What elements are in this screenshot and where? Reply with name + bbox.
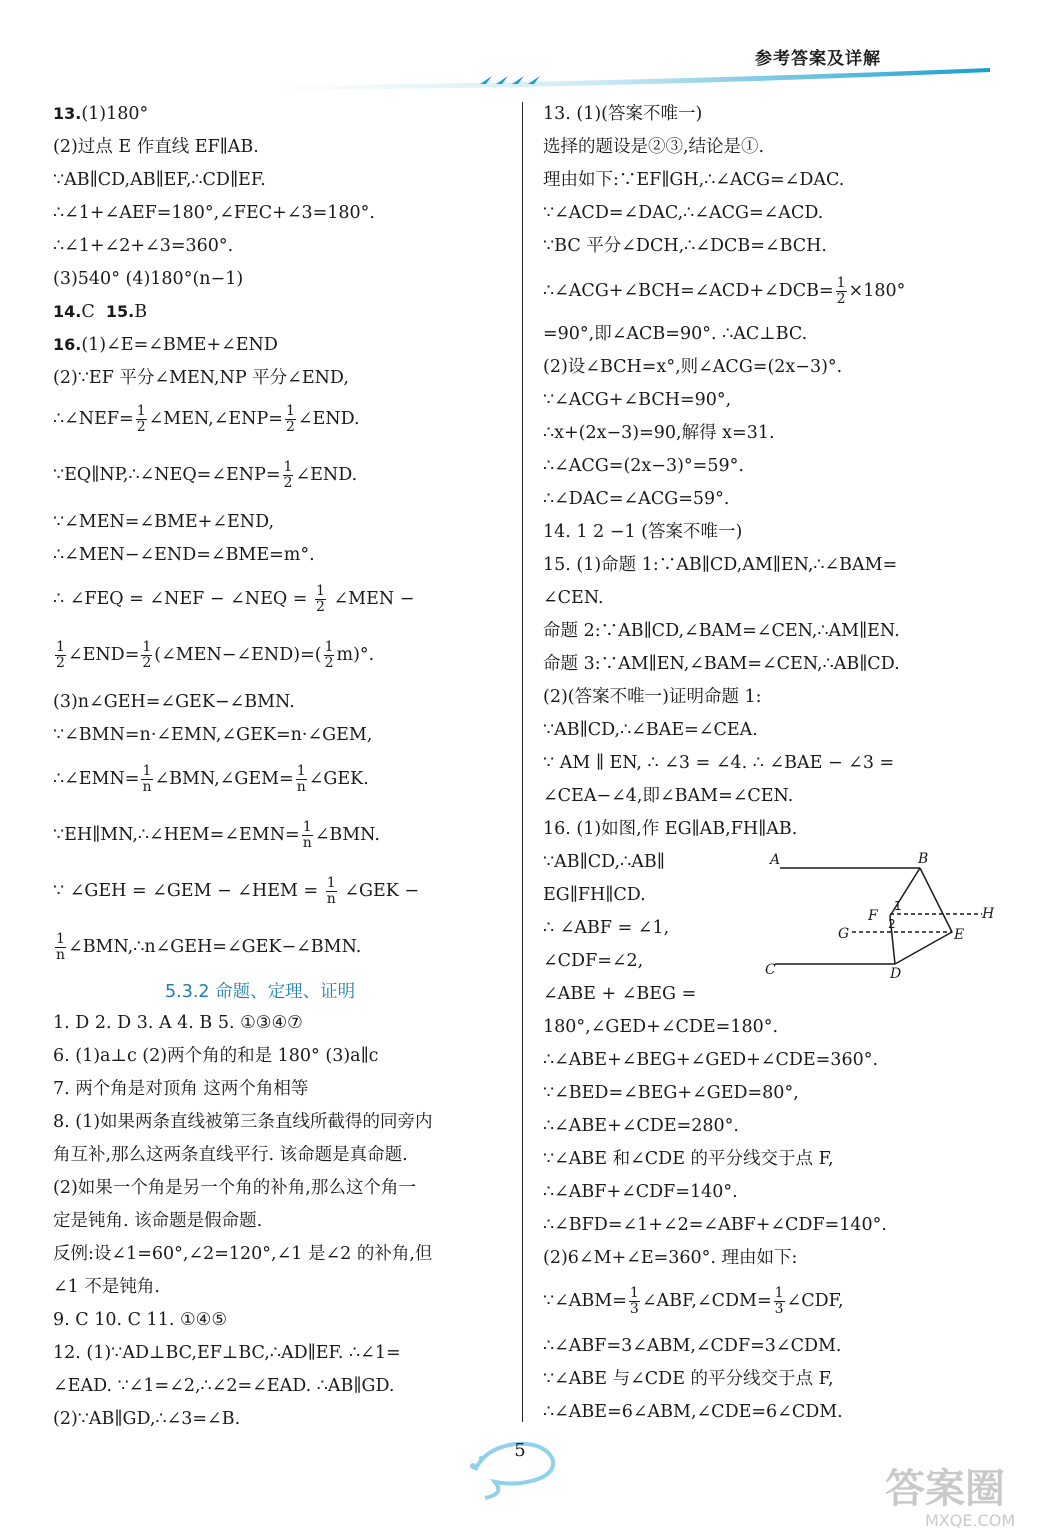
text-line: 7. 两个角是对顶角 这两个角相等 <box>53 1079 309 1099</box>
text-line: ∴∠ABE=6∠ABM,∠CDE=6∠CDM. <box>543 1402 843 1422</box>
text-line: 命题 3:∵AM∥EN,∠BAM=∠CEN,∴AB∥CD. <box>543 654 900 674</box>
text-line: ∵∠ACD=∠DAC,∴∠ACG=∠ACD. <box>543 203 824 223</box>
text-line: 12. (1)∵AD⊥BC,EF⊥BC,∴AD∥EF. ∴∠1= <box>53 1343 401 1363</box>
text-line: ∴∠ACG+∠BCH=∠ACD+∠DCB= $\frac{1}{2}$ ×180° <box>543 275 906 307</box>
text-line: ∴ ∠ABF = ∠1, <box>543 918 670 938</box>
text-line: ∵AB∥CD,∴AB∥ <box>543 852 665 872</box>
fraction: $\frac{1}{n}$ <box>56 931 66 963</box>
text-line: ∴∠ABF+∠CDF=140°. <box>543 1182 738 1202</box>
text-line: ∴∠1+∠AEF=180°,∠FEC+∠3=180°. <box>53 203 375 223</box>
angle-2-label: 2 <box>888 917 896 931</box>
text-line: (3)n∠GEH=∠GEK−∠BMN. <box>53 692 295 712</box>
text-line: ∴∠ABF=3∠ABM,∠CDF=3∠CDM. <box>543 1336 842 1356</box>
header-title: 参考答案及详解 <box>755 49 881 69</box>
text-line: (2)设∠BCH=x°,则∠ACG=(2x−3)°. <box>543 357 843 377</box>
text-line: ∴ ∠FEQ = ∠NEF − ∠NEQ = $\frac{1}{2}$ ∠MEN − <box>53 583 415 615</box>
text-line: (2)6∠M+∠E=360°. 理由如下: <box>543 1248 798 1268</box>
text-line: 180°,∠GED+∠CDE=180°. <box>543 1017 779 1037</box>
text-line: 13.(1)180° <box>53 104 149 124</box>
text-line: ∴∠ABE+∠CDE=280°. <box>543 1116 739 1136</box>
geometry-figure <box>760 850 1000 980</box>
label-g: G <box>838 926 850 942</box>
text-line: ∴∠ACG=(2x−3)°=59°. <box>543 456 744 476</box>
text-line: =90°,即∠ACB=90°. ∴AC⊥BC. <box>543 324 808 344</box>
text-line: ∠1 不是钝角. <box>53 1277 160 1297</box>
angle-1-label: 1 <box>894 899 902 913</box>
text-line: ∵AB∥CD,∴∠BAE=∠CEA. <box>543 720 758 740</box>
column-divider <box>522 102 523 1422</box>
fraction: $\frac{1}{2}$ <box>836 275 846 307</box>
label-d: D <box>890 966 902 980</box>
text-line: 理由如下:∵EF∥GH,∴∠ACG=∠DAC. <box>543 170 845 190</box>
line-be-ed <box>895 868 952 964</box>
text-line: $\frac{1}{n}$ ∠BMN,∴n∠GEH=∠GEK−∠BMN. <box>56 931 362 963</box>
text-line: 8. (1)如果两条直线被第三条直线所截得的同旁内 <box>53 1112 433 1132</box>
text-line: (2)∵EF 平分∠MEN,NP 平分∠END, <box>53 368 349 388</box>
line-bf-fd <box>890 868 920 964</box>
label-a: A <box>770 852 781 868</box>
section-heading: 5.3.2 命题、定理、证明 <box>165 982 356 1002</box>
text-line: 定是钝角. 该命题是假命题. <box>53 1211 263 1231</box>
text-line: ∴∠BFD=∠1+∠2=∠ABF+∠CDF=140°. <box>543 1215 887 1235</box>
text-line: ∵ ∠GEH = ∠GEM − ∠HEM = $\frac{1}{n}$ ∠GEK − <box>53 875 420 907</box>
text-line: ∴∠NEF= $\frac{1}{2}$ ∠MEN,∠ENP= $\frac{1}{2}$ ∠END. <box>53 403 360 435</box>
text-line: ∴∠MEN−∠END=∠BME=m°. <box>53 545 315 565</box>
fraction: $\frac{1}{2}$ <box>316 583 325 615</box>
text-line: ∵EQ∥NP,∴∠NEQ=∠ENP= $\frac{1}{2}$ ∠END. <box>53 459 358 491</box>
text-line: ∴∠EMN= $\frac{1}{n}$ ∠BMN,∠GEM= $\frac{1}{n}$ ∠GEK. <box>53 763 369 795</box>
fraction: $\frac{1}{2}$ <box>136 403 146 435</box>
watermark-logo-text: 答案圈 <box>885 1466 1005 1512</box>
text-line: ∠ABE + ∠BEG = <box>543 984 697 1004</box>
text-line: 13. (1)(答案不唯一) <box>543 104 703 124</box>
watermark <box>875 1460 1045 1530</box>
text-line: (2)(答案不唯一)证明命题 1: <box>543 687 762 707</box>
fraction: $\frac{1}{2}$ <box>285 403 295 435</box>
fraction: $\frac{1}{2}$ <box>324 639 334 671</box>
text-line: 15. (1)命题 1:∵AB∥CD,AM∥EN,∴∠BAM= <box>543 555 898 575</box>
fraction: $\frac{1}{n}$ <box>296 763 306 795</box>
text-line: 选择的题设是②③,结论是①. <box>543 137 765 157</box>
text-line: ∵∠BED=∠BEG+∠GED=80°, <box>543 1083 799 1103</box>
fraction: $\frac{1}{n}$ <box>302 819 312 851</box>
fraction: $\frac{1}{n}$ <box>142 763 152 795</box>
text-line: ∠CDF=∠2, <box>543 951 644 971</box>
label-f: F <box>868 908 878 924</box>
text-line: ∵∠ABM= $\frac{1}{3}$ ∠ABF,∠CDM= $\frac{1}{3}$ ∠CDF, <box>543 1285 844 1317</box>
fraction: $\frac{1}{n}$ <box>326 875 336 907</box>
label-h: H <box>982 906 995 922</box>
header-decoration <box>270 62 990 96</box>
text-line: 角互补,那么这两条直线平行. 该命题是真命题. <box>53 1145 408 1165</box>
fraction: $\frac{1}{3}$ <box>774 1285 784 1317</box>
text-line: (2)如果一个角是另一个角的补角,那么这个角一 <box>53 1178 416 1198</box>
text-line: (2)过点 E 作直线 EF∥AB. <box>53 137 259 157</box>
watermark-url: MXQE.COM <box>925 1511 1016 1530</box>
text-line: ∠CEN. <box>543 588 604 608</box>
text-line: (2)∵AB∥GD,∴∠3=∠B. <box>53 1409 241 1429</box>
text-line: ∠EAD. ∵∠1=∠2,∴∠2=∠EAD. ∴AB∥GD. <box>53 1376 395 1396</box>
text-line: 16.(1)∠E=∠BME+∠END <box>53 335 278 355</box>
fraction: $\frac{1}{3}$ <box>629 1285 639 1317</box>
text-line: ∵∠ABE 和∠CDE 的平分线交于点 F, <box>543 1149 834 1169</box>
text-line: 反例:设∠1=60°,∠2=120°,∠1 是∠2 的补角,但 <box>53 1244 433 1264</box>
text-line: ∴∠ABE+∠BEG+∠GED+∠CDE=360°. <box>543 1050 879 1070</box>
label-e: E <box>954 927 965 943</box>
label-b: B <box>918 851 929 867</box>
text-line: ∵∠ACG+∠BCH=90°, <box>543 390 732 410</box>
text-line: 命题 2:∵AB∥CD,∠BAM=∠CEN,∴AM∥EN. <box>543 621 900 641</box>
text-line: ∠CEA−∠4,即∠BAM=∠CEN. <box>543 786 794 806</box>
fraction: $\frac{1}{2}$ <box>142 639 152 671</box>
text-line: 14. 1 2 −1 (答案不唯一) <box>543 522 743 542</box>
text-line: 16. (1)如图,作 EG∥AB,FH∥AB. <box>543 819 798 839</box>
text-line: ∵BC 平分∠DCH,∴∠DCB=∠BCH. <box>543 236 827 256</box>
page-number: 5 <box>514 1440 526 1461</box>
fraction: $\frac{1}{2}$ <box>56 639 65 671</box>
text-line: ∵EH∥MN,∴∠HEM=∠EMN= $\frac{1}{n}$ ∠BMN. <box>53 819 380 851</box>
text-line: ∵AB∥CD,AB∥EF,∴CD∥EF. <box>53 170 266 190</box>
text-line: 1. D 2. D 3. A 4. B 5. ①③④⑦ <box>53 1013 303 1033</box>
text-line: $\frac{1}{2}$ ∠END= $\frac{1}{2}$ (∠MEN−∠END)=( $\frac{1}{2}$ m)°. <box>56 639 375 671</box>
text-line: ∴∠1+∠2+∠3=360°. <box>53 236 234 256</box>
text-line: 14.C 15.B <box>53 302 148 322</box>
text-line: ∵∠MEN=∠BME+∠END, <box>53 512 275 532</box>
text-line: (3)540° (4)180°(n−1) <box>53 269 244 289</box>
text-line: ∴∠DAC=∠ACG=59°. <box>543 489 730 509</box>
fraction: $\frac{1}{2}$ <box>283 459 293 491</box>
text-line: EG∥FH∥CD. <box>543 885 646 905</box>
text-line: ∵∠ABE 与∠CDE 的平分线交于点 F, <box>543 1369 834 1389</box>
page-number-badge <box>455 1430 575 1500</box>
text-line: ∵ AM ∥ EN, ∴ ∠3 = ∠4. ∴ ∠BAE − ∠3 = <box>543 753 895 773</box>
text-line: ∵∠BMN=n·∠EMN,∠GEK=n·∠GEM, <box>53 725 373 745</box>
text-line: ∴x+(2x−3)=90,解得 x=31. <box>543 423 775 443</box>
text-line: 6. (1)a⊥c (2)两个角的和是 180° (3)a∥c <box>53 1046 379 1066</box>
label-c: C <box>765 962 776 978</box>
text-line: 9. C 10. C 11. ①④⑤ <box>53 1310 228 1330</box>
